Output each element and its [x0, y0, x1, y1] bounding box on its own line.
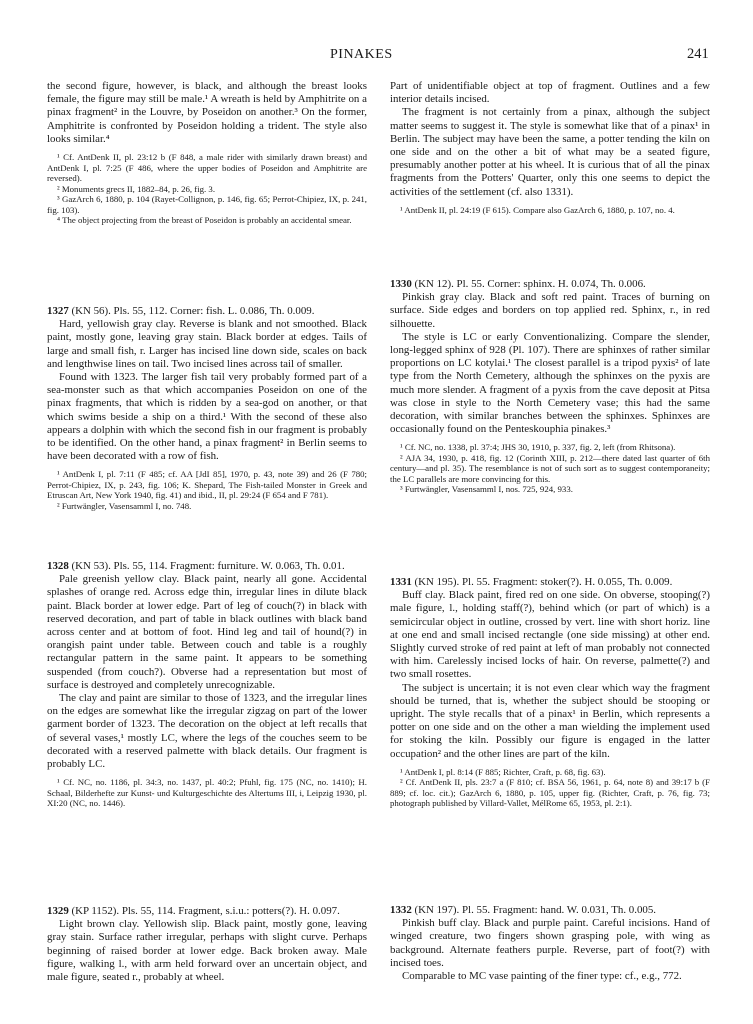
catalogue-entry-1328: [47, 560, 367, 809]
entry-heading: [390, 278, 710, 291]
entry-paragraph: Hard, yellowish gray clay. Reverse is blank and not smoothed. Black paint, mostly gone, leaving gray stain. Black border at edges. Tails of large and small fish, r. Larger has incised line down side, scales on back and lengthwise lines on tail. Two incised lines across tail of smaller.: [47, 318, 367, 370]
catalogue-entry-1332: [390, 904, 710, 983]
footnote: ⁴ The object projecting from the breast of Poseidon is probably an accidental smear.: [57, 215, 352, 226]
catalogue-entry-1331: [390, 576, 710, 809]
intro-footnotes: [47, 152, 367, 226]
entry-paragraph: Light brown clay. Yellowish slip. Black paint, mostly gone, leaving gray stain. Surface rather irregular, perhaps with slight curve. Perhaps beginning of raised border at lower edge. Back broken away. Male figure, walking l., with arm held forward over an uncertain object, and male figure, seated r., probably at wheel.: [47, 918, 367, 984]
entry-heading-text: (KN 12). Pl. 55. Corner: sphinx. H. 0.074, Th. 0.006.: [414, 278, 646, 290]
entry-heading-text: (KP 1152). Pls. 55, 114. Fragment, s.i.u.: potters(?). H. 0.097.: [71, 905, 340, 917]
footnote: ³ GazArch 6, 1880, p. 104 (Rayet-Collignon, p. 146, fig. 65; Perrot-Chipiez, IX, p. 241, fig. 103).: [47, 194, 367, 215]
entry-paragraph: Found with 1323. The larger fish tail very probably formed part of a sea-monster such as that which accompanies Poseidon on one of the pinax fragments, that which is ridden by a sea-god on another, or that which swims beside a ship on a third.¹ With the second of these also appears a dolphin with which the second fish in our fragment is probably to be identified. On the other hand, a pinax fragment² in Berlin seems to have been decorated with a row of fish.: [47, 371, 367, 463]
footnote: ² Cf. AntDenk II, pls. 23:7 a (F 810; cf. BSA 56, 1961, p. 64, note 8) and 39:17 b (F 889; cf. loc. cit.); GazArch 6, 1880, p. 105, upper fig. (Richter, Craft, p. 76, fig. 73; photograph published by Villard-Vallet, MélRome 65, 1953, pl. 2:1).: [390, 777, 710, 809]
entry-paragraph: Pinkish buff clay. Black and purple paint. Careful incisions. Hand of winged creature, two fingers shown grasping pole, with wing as background. Alternate feathers purple. Reverse, part of foot(?) with incised toes.: [390, 917, 710, 969]
entry-footnotes: [390, 205, 710, 216]
entry-number: 1330: [390, 278, 412, 290]
intro-paragraph: the second figure, however, is black, and although the breast looks female, the figure may still be male.¹ A wreath is held by Amphitrite on a pinax fragment² in the Louvre, by Poseidon on another.³ On the former, Amphitrite is confronted by Poseidon holding a trident. The style also looks similar.⁴: [47, 80, 367, 145]
entry-heading: [390, 904, 710, 917]
entry-heading: [47, 305, 367, 318]
entry-paragraph: Buff clay. Black paint, fired red on one side. On obverse, stooping(?) male figure, l., holding staff(?), behind which (or part of which) is a semicircular object in outline, crossed by vert. line with short horiz. line at one end and small incised rectangle (one side missing) at other end. Slightly curved stroke of red paint at left of man probably not connected with him. Carelessly incised locks of hair. On reverse, palmette(?) and two small rosettes.: [390, 589, 710, 681]
catalogue-entry-1329: [47, 905, 367, 984]
intro-continuation: [47, 80, 367, 226]
entry-heading-text: (KN 195). Pl. 55. Fragment: stoker(?). H. 0.055, Th. 0.009.: [414, 576, 673, 588]
footnote: ¹ Cf. NC, no. 1338, pl. 37:4; JHS 30, 1910, p. 337, fig. 2, left (from Rhitsona).: [400, 442, 676, 453]
entry-number: 1331: [390, 576, 412, 588]
entry-number: 1332: [390, 904, 412, 916]
entry-number: 1327: [47, 305, 69, 317]
entry-paragraph: Pale greenish yellow clay. Black paint, nearly all gone. Accidental splashes of orange red. Across edge thin, irregular lines in dilute black paint. Black border at lower edge. Part of leg of couch(?) in black with reserved decoration, and part of table in black outlines with black band across center and at bottom of foot. Hind leg and tail of hound(?) in orangish paint under table. Between couch and table is a roughly rectangular pattern in the same paint. It appears to be something suspended (from couch?). Obverse had a representation but most of surface is destroyed and completely unrecognizable.: [47, 573, 367, 691]
entry-heading-text: (KN 56). Pls. 55, 112. Corner: fish. L. 0.086, Th. 0.009.: [71, 305, 315, 317]
page-number: 241: [687, 46, 709, 62]
entry-paragraph: Pinkish gray clay. Black and soft red paint. Traces of burning on surface. Side edges and borders on top applied red. Sphinx, r., in red silhouette.: [390, 291, 710, 330]
entry-footnotes: [47, 777, 367, 809]
entry-heading: [390, 576, 710, 589]
footnote: ² Furtwängler, Vasensamml I, no. 748.: [57, 500, 192, 511]
entry-heading: [47, 560, 367, 573]
entry-number: 1328: [47, 560, 69, 572]
entry-paragraph: The subject is uncertain; it is not even clear which way the fragment should be turned, that is, whether the subject should be stooping or upright. The style recalls that of a pinax¹ in Berlin, which represents a potter on one side and on the other a man wielding the implement used for stoking the kiln. Possibly our figure is engaged in the latter occupation² and the other lines are part of the kiln.: [390, 681, 710, 760]
entry-paragraph: Part of unidentifiable object at top of fragment. Outlines and a few interior details incised.: [390, 80, 710, 106]
footnote: ¹ AntDenk I, pl. 8:14 (F 885; Richter, Craft, p. 68, fig. 63).: [400, 766, 606, 777]
catalogue-entry-1329-continued: [390, 80, 710, 215]
entry-footnotes: [390, 767, 710, 809]
catalogue-entry-1327: [47, 305, 367, 511]
footnote: ¹ Cf. NC, no. 1186, pl. 34:3, no. 1437, pl. 40:2; Pfuhl, fig. 175 (NC, no. 1410); H. Schaal, Bilderhefte zur Kunst- und Kulturgeschichte des Altertums III, i, Leipzig 1930, pl. XI:20 (NC, no. 1446).: [47, 777, 367, 809]
footnote: ¹ AntDenk I, pl. 7:11 (F 485; cf. AA [JdI 85], 1970, p. 43, note 39) and 26 (F 780; Perrot-Chipiez, IX, p. 243, fig. 106; K. Shepard, The Fish-tailed Monster in Greek and Etruscan Art, New York 1940, fig. 41) and ibid., II, pl. 29:24 (F 654 and F 781).: [47, 469, 367, 501]
footnote: ² AJA 34, 1930, p. 418, fig. 12 (Corinth XIII, p. 212—there dated last quarter of 6th century—and pl. 35). The resemblance is not of such sort as to suggest contemporaneity; the LC parallels are more convincing for this.: [390, 452, 710, 484]
entry-paragraph: The style is LC or early Conventionalizing. Compare the slender, long-legged sphinx of 928 (Pl. 107). There are sphinxes of rather similar proportions on LC kotylai.¹ The closest parallel is a tripod pyxis² of late type from the North Cemetery, although the sphinxes on the pyxis are much more slender. A fragment of a pyxis from the cave deposit at Pitsa was close in style to the North Cemetery vase; this had the same decoration, with similar branches between the sphinxes. Sphinxes are occasionally found on the Penteskouphia pinakes.³: [390, 330, 710, 436]
entry-number: 1329: [47, 905, 69, 917]
running-head: PINAKES: [330, 47, 393, 62]
page-header: [0, 0, 753, 62]
entry-paragraph: The fragment is not certainly from a pinax, although the subject matter seems to suggest it. The style is somewhat like that of a pinax¹ in Berlin. The subject may have been the same, a potter tending the kiln on one side and on the other a bit of what may be a seated figure, presumably another potter at his wheel. It is curious that of all the pinax fragments from the Potters' Quarter, only this one seems to depict the activities of the settlement (cf. also 1331).: [390, 106, 710, 198]
entry-paragraph: Comparable to MC vase painting of the finer type: cf., e.g., 772.: [402, 970, 682, 983]
entry-footnotes: [390, 442, 710, 495]
entry-heading-text: (KN 197). Pl. 55. Fragment: hand. W. 0.031, Th. 0.005.: [414, 904, 657, 916]
footnote: ¹ AntDenk II, pl. 24:19 (F 615). Compare also GazArch 6, 1880, p. 107, no. 4.: [400, 204, 675, 215]
footnote: ² Monuments grecs II, 1882–84, p. 26, fig. 3.: [57, 183, 216, 194]
entry-heading-text: (KN 53). Pls. 55, 114. Fragment: furniture. W. 0.063, Th. 0.01.: [71, 560, 345, 572]
entry-paragraph: The clay and paint are similar to those of 1323, and the irregular lines on the edges are somewhat like the irregular zigzag on part of the lower garment border of 1323. The decoration on the object at left recalls that of several vases,¹ mostly LC, where the legs of the couches seem to be decorated with a reserved palmette with black details. Our fragment is probably LC.: [47, 692, 367, 771]
entry-footnotes: [47, 469, 367, 511]
footnote: ³ Furtwängler, Vasensamml I, nos. 725, 924, 933.: [400, 484, 573, 495]
entry-heading: [47, 905, 367, 918]
footnote: ¹ Cf. AntDenk II, pl. 23:12 b (F 848, a male rider with similarly drawn breast) and AntDenk I, pl. 7:25 (F 486, where the upper bodies of Poseidon and Amphitrite are reversed).: [47, 152, 367, 184]
catalogue-entry-1330: [390, 278, 710, 495]
